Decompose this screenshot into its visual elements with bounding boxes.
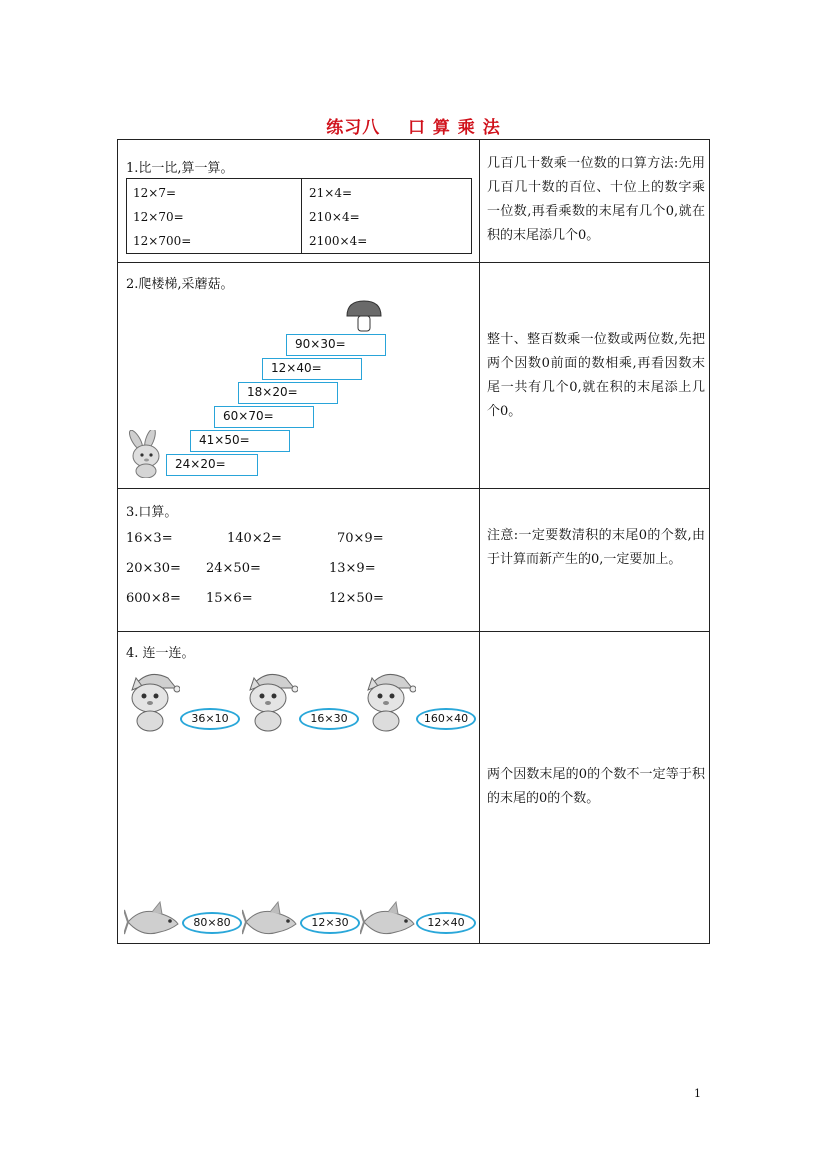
row-divider — [118, 488, 709, 489]
bottom-expression-1[interactable]: 80×80 — [182, 912, 242, 934]
bottom-expression-3[interactable]: 12×40 — [416, 912, 476, 934]
stair-step-3: 60×70= — [214, 406, 314, 428]
section2-label: 2.爬楼梯,采蘑菇。 — [126, 277, 234, 292]
section1-label: 1.比一比,算一算。 — [126, 161, 234, 176]
cat-icon — [242, 666, 298, 732]
calc-4: 20×30= — [126, 561, 181, 576]
calc-7: 600×8= — [126, 591, 181, 606]
fish-icon — [124, 900, 182, 942]
calc-9: 12×50= — [329, 591, 384, 606]
calc-6: 13×9= — [329, 561, 376, 576]
mushroom-icon — [344, 298, 384, 334]
compare-right-2: 210×4= — [309, 210, 360, 224]
section4-tip: 两个因数末尾的0的个数不一定等于积的末尾的0的个数。 — [487, 767, 705, 806]
stair-step-6: 90×30= — [286, 334, 386, 356]
compare-right-3: 2100×4= — [309, 234, 368, 248]
top-expression-3[interactable]: 160×40 — [416, 708, 476, 730]
row-divider — [118, 262, 709, 263]
page-title: 练习八 口 算 乘 法 — [326, 118, 501, 138]
row-divider — [118, 631, 709, 632]
compare-left-2: 12×70= — [133, 210, 184, 224]
top-expression-2[interactable]: 16×30 — [299, 708, 359, 730]
stair-step-4: 18×20= — [238, 382, 338, 404]
calc-2: 140×2= — [227, 531, 282, 546]
page-number: 1 — [694, 1087, 701, 1100]
calc-5: 24×50= — [206, 561, 261, 576]
compare-left-1: 12×7= — [133, 186, 177, 200]
section3-label: 3.口算。 — [126, 505, 178, 520]
calc-8: 15×6= — [206, 591, 253, 606]
calc-1: 16×3= — [126, 531, 173, 546]
stair-step-1: 24×20= — [166, 454, 258, 476]
cat-icon — [124, 666, 180, 732]
cat-icon — [360, 666, 416, 732]
compare-table — [126, 178, 472, 254]
bottom-expression-2[interactable]: 12×30 — [300, 912, 360, 934]
compare-left-3: 12×700= — [133, 234, 192, 248]
fish-icon — [360, 900, 418, 942]
top-expression-1[interactable]: 36×10 — [180, 708, 240, 730]
section1-tip: 几百几十数乘一位数的口算方法:先用几百几十数的百位、十位上的数字乘一位数,再看乘数的末尾有几个0,就在积的末尾添几个0。 — [487, 156, 705, 243]
worksheet-table — [117, 139, 710, 944]
section2-tip: 整十、整百数乘一位数或两位数,先把两个因数0前面的数相乘,再看因数末尾一共有几个0,就在积的末尾添上几个0。 — [487, 332, 705, 419]
stair-step-2: 41×50= — [190, 430, 290, 452]
compare-right-1: 21×4= — [309, 186, 353, 200]
calc-3: 70×9= — [337, 531, 384, 546]
rabbit-icon — [124, 430, 170, 478]
section4-label: 4. 连一连。 — [126, 646, 195, 661]
column-divider — [479, 140, 480, 943]
stair-step-5: 12×40= — [262, 358, 362, 380]
fish-icon — [242, 900, 300, 942]
section3-tip: 注意:一定要数清积的末尾0的个数,由于计算而新产生的0,一定要加上。 — [487, 528, 705, 567]
compare-divider — [301, 179, 302, 253]
